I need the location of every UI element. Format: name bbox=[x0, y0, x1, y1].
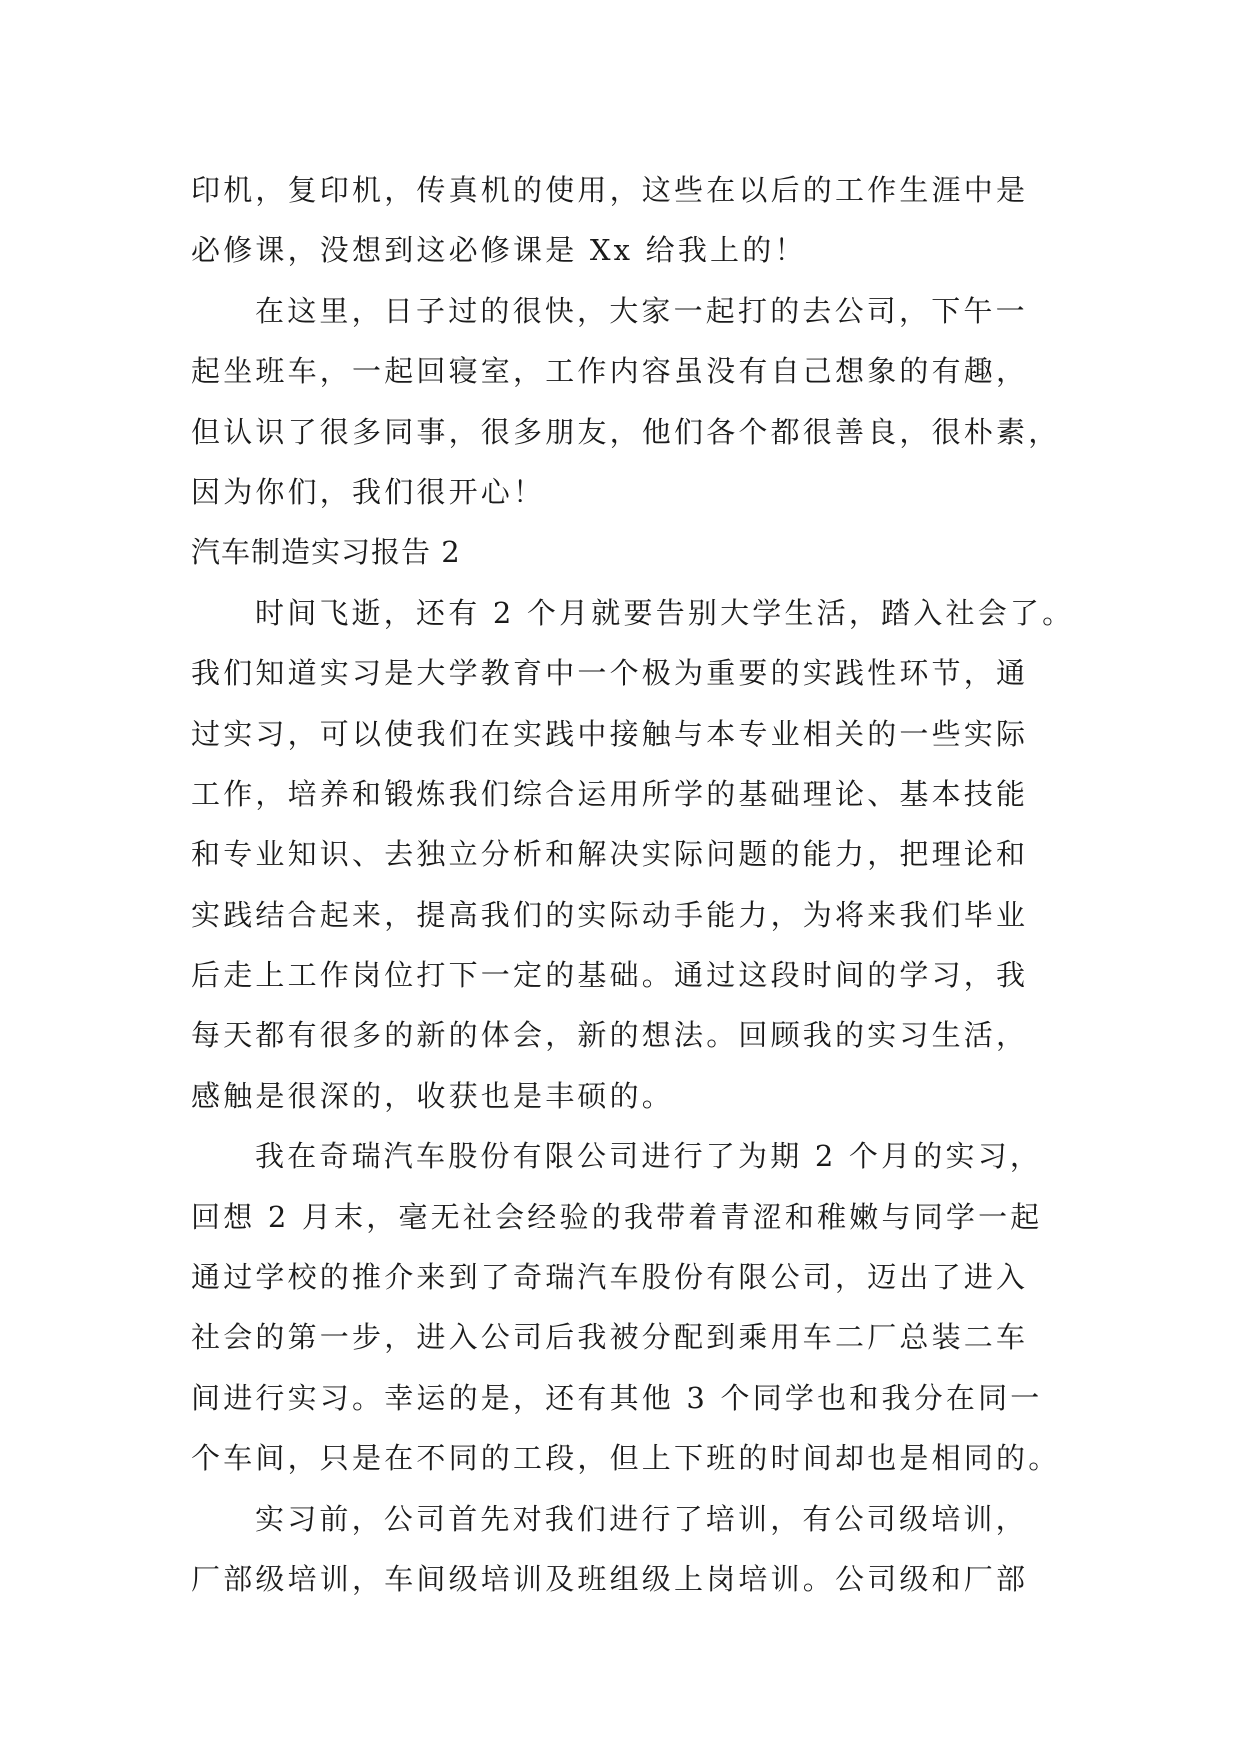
text-line: 起坐班车，一起回寝室，工作内容虽没有自己想象的有趣， bbox=[191, 354, 1029, 389]
paragraph-first-line: 我在奇瑞汽车股份有限公司进行了为期 2 个月的实习， bbox=[255, 1139, 1043, 1174]
text-line: 后走上工作岗位打下一定的基础。通过这段时间的学习，我 bbox=[191, 958, 1029, 993]
text-line: 因为你们，我们很开心！ bbox=[191, 474, 546, 509]
text-line: 我们知道实习是大学教育中一个极为重要的实践性环节，通 bbox=[191, 656, 1029, 691]
text-line: 和专业知识、去独立分析和解决实际问题的能力，把理论和 bbox=[191, 837, 1029, 872]
text-line: 印机，复印机，传真机的使用，这些在以后的工作生涯中是 bbox=[191, 173, 1029, 207]
text-line: 感触是很深的，收获也是丰硕的。 bbox=[191, 1078, 675, 1113]
text-line: 工作，培养和锻炼我们综合运用所学的基础理论、基本技能 bbox=[191, 776, 1029, 811]
text-line: 过实习，可以使我们在实践中接触与本专业相关的一些实际 bbox=[191, 716, 1029, 751]
paragraph-first-line: 实习前，公司首先对我们进行了培训，有公司级培训， bbox=[255, 1501, 1028, 1536]
text-line: 实践结合起来，提高我们的实际动手能力，为将来我们毕业 bbox=[191, 897, 1029, 932]
text-line: 社会的第一步，进入公司后我被分配到乘用车二厂总装二车 bbox=[191, 1320, 1029, 1355]
section-heading: 汽车制造实习报告 2 bbox=[191, 535, 461, 570]
paragraph-first-line: 时间飞逝，还有 2 个月就要告别大学生活，踏入社会了。 bbox=[255, 595, 1075, 630]
paragraph-first-line: 在这里，日子过的很快，大家一起打的去公司，下午一 bbox=[255, 293, 1028, 328]
text-line: 但认识了很多同事，很多朋友，他们各个都很善良，很朴素， bbox=[191, 414, 1061, 449]
text-line: 个车间，只是在不同的工段，但上下班的时间却也是相同的。 bbox=[191, 1441, 1061, 1476]
text-line: 间进行实习。幸运的是，还有其他 3 个同学也和我分在同一 bbox=[191, 1380, 1043, 1415]
text-line: 每天都有很多的新的体会，新的想法。回顾我的实习生活， bbox=[191, 1018, 1029, 1053]
text-line: 通过学校的推介来到了奇瑞汽车股份有限公司，迈出了进入 bbox=[191, 1260, 1029, 1295]
document-body bbox=[191, 160, 1075, 1609]
text-line: 厂部级培训，车间级培训及班组级上岗培训。公司级和厂部 bbox=[191, 1561, 1029, 1596]
text-line: 回想 2 月末，毫无社会经验的我带着青涩和稚嫩与同学一起 bbox=[191, 1199, 1043, 1234]
text-line: 必修课，没想到这必修课是 Xx 给我上的！ bbox=[191, 233, 807, 268]
